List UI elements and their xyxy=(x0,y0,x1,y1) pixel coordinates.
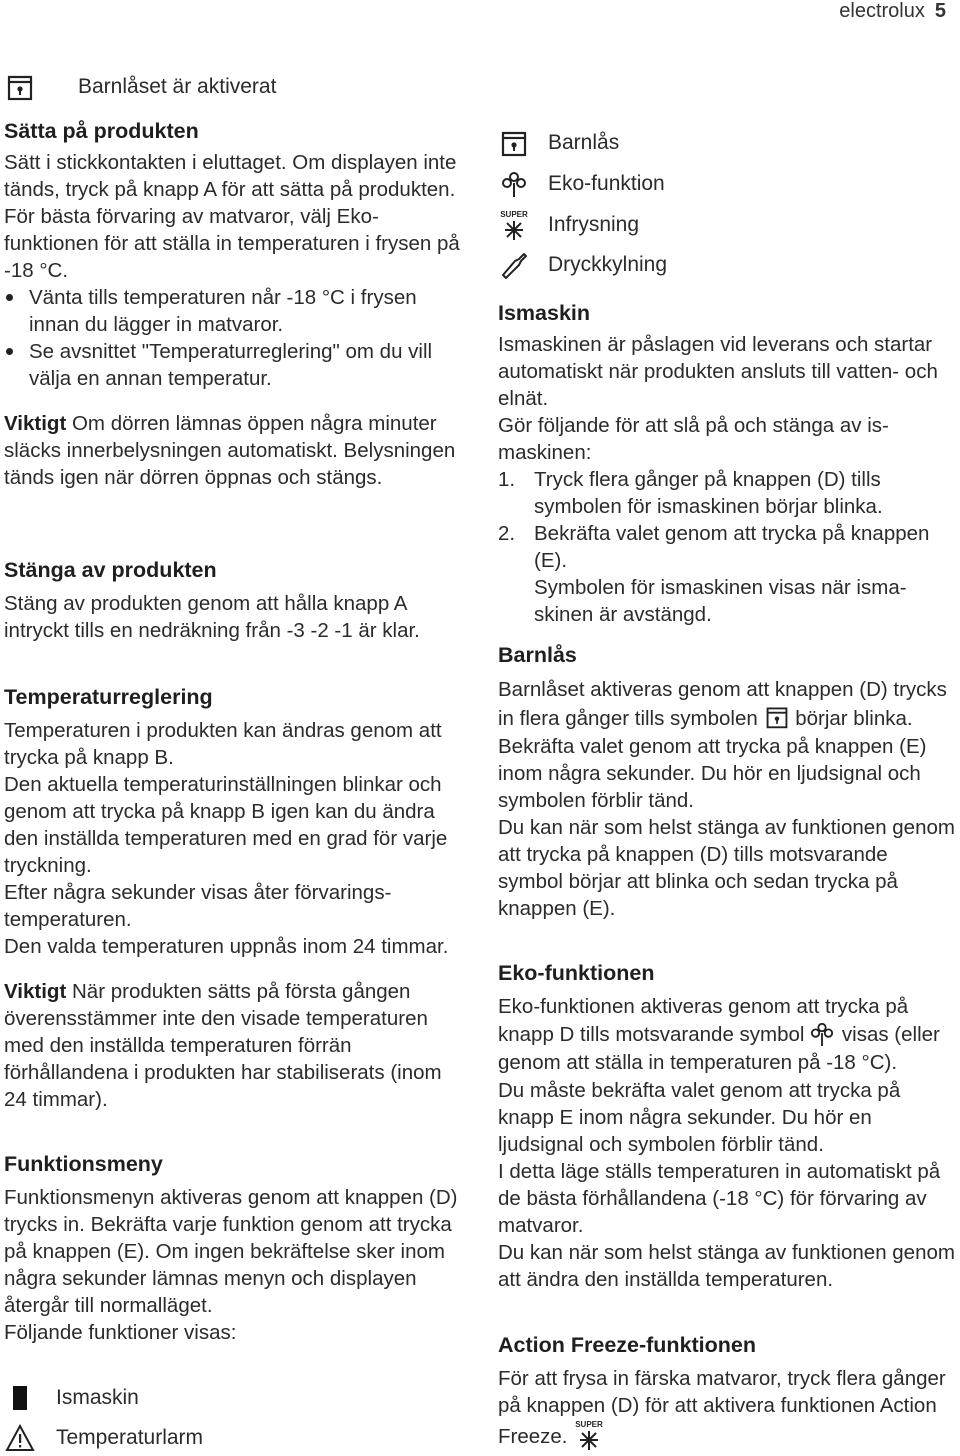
warning-icon xyxy=(4,1423,36,1453)
brand-name: electrolux xyxy=(839,0,925,22)
section-title: Eko-funktionen xyxy=(498,961,655,985)
section-function-menu xyxy=(4,1151,466,1346)
bullet-icon xyxy=(6,294,13,301)
paragraph: Du kan när som helst stänga av funktionen genom att ändra den inställda temperaturen. xyxy=(498,1241,955,1291)
paragraph: Ismaskinen är påslagen vid leverans och startar automatiskt när produkten ansluts till vatten- och elnät. xyxy=(498,333,938,410)
section-turn-off xyxy=(4,557,466,644)
section-title: Sätta på produkten xyxy=(4,119,199,143)
child-lock-icon xyxy=(764,705,790,729)
section-title: Stänga av produkten xyxy=(4,558,217,582)
ice-maker-icon xyxy=(4,1383,36,1413)
child-lock-icon xyxy=(498,128,530,158)
function-item-eco: Eko-funktion xyxy=(498,169,665,199)
paragraph: Stäng av produkten genom att hålla knapp A intryckt tills en nedräkning från -3 -2 -1 är klar. xyxy=(4,592,420,642)
function-item-childlock: Barnlås xyxy=(498,128,619,158)
paragraph: Du måste bekräfta valet genom att trycka på knapp E inom några sekunder. Du hör en ljudsignal och symbolen förblir tänd. xyxy=(498,1079,901,1156)
child-lock-icon xyxy=(4,72,36,102)
bottle-icon xyxy=(498,250,530,280)
section-title: Temperaturreglering xyxy=(4,685,213,709)
paragraph: Efter några sekunder visas åter förvaringstemperaturen. xyxy=(4,881,392,931)
svg-text:SUPER: SUPER xyxy=(575,1420,603,1429)
paragraph: Den valda temperaturen uppnås inom 24 timmar. xyxy=(4,935,449,958)
page-header xyxy=(839,0,946,26)
paragraph: Den aktuella temperaturinställningen blinkar och genom att trycka på knapp B igen kan du ändra den inställda temperaturen med en grad för varje tryckning. xyxy=(4,773,448,877)
section-childlock xyxy=(498,642,958,922)
section-turn-on xyxy=(4,118,466,491)
function-item-freeze: SUPER Infrysning xyxy=(498,210,639,240)
list-item: Se avsnittet "Temperaturreglering" om du vill välja en annan temperatur. xyxy=(4,338,466,392)
paragraph: Funktionsmenyn aktiveras genom att knappen (D) trycks in. Bekräfta varje funktion genom att trycka på knappen (E). Om ingen bekräftelse sker inom några sekunder lämnas menyn och displayen återgår till normalläget. xyxy=(4,1186,458,1317)
lock-status-row xyxy=(4,72,276,102)
function-item-temp-alarm: Temperaturlarm xyxy=(4,1423,203,1453)
paragraph: Följande funktioner visas: xyxy=(4,1321,237,1344)
paragraph: Bekräfta valet genom att trycka på knappen (E) inom några sekunder. Du hör en ljudsignal och symbolen förblir tänd. xyxy=(498,735,927,812)
list-item: 2. Bekräfta valet genom att trycka på knappen (E). Symbolen för ismaskinen visas när ismaskinen är avstängd. xyxy=(498,522,930,626)
list-item: Vänta tills temperaturen når -18 °C i frysen innan du lägger in matvaror. xyxy=(4,284,466,338)
section-title: Action Freeze-funktionen xyxy=(498,1333,757,1357)
section-eco xyxy=(498,960,958,1293)
section-action-freeze xyxy=(498,1332,958,1450)
page-number: 5 xyxy=(934,0,946,22)
paragraph: Temperaturen i produkten kan ändras genom att trycka på knapp B. xyxy=(4,719,442,769)
section-title: Ismaskin xyxy=(498,301,591,325)
section-title: Funktionsmeny xyxy=(4,1152,163,1176)
list-item: 1. Tryck flera gånger på knappen (D) tills symbolen för ismaskinen börjar blinka. xyxy=(498,468,883,518)
paragraph: Sätt i stickkontakten i eluttaget. Om displayen inte tänds, tryck på knapp A för att sätta på produkten. För bästa förvaring av matvaror, välj Ekofunktionen för att ställa in temperaturen i frysen på -18 °C. xyxy=(4,151,460,282)
section-icemaker xyxy=(498,300,958,628)
function-item-icemaker: Ismaskin xyxy=(4,1383,139,1413)
paragraph: Eko-funktionen aktiveras genom att trycka på knapp D tills motsvarande symbol visas (eller genom att ställa in temperaturen på -18 °C). xyxy=(498,995,940,1074)
eco-icon xyxy=(498,169,530,199)
lock-status-text: Barnlåset är aktiverat xyxy=(78,75,277,98)
important-note: Viktigt Om dörren lämnas öppen några minuter släcks innerbelysningen automatiskt. Belysningen tänds igen när dörren öppnas och stängs. xyxy=(4,412,456,489)
paragraph: Barnlåset aktiveras genom att knappen (D) trycks in flera gånger tills symbolen börjar blinka. xyxy=(498,678,947,730)
numbered-list xyxy=(498,466,958,628)
important-note: Viktigt När produkten sätts på första gången överensstämmer inte den visade temperaturen med den inställda temperaturen förrän förhållandena i produkten har stabiliserats (inom 24 timmar). xyxy=(4,980,442,1111)
paragraph: I detta läge ställs temperaturen in automatiskt på de bästa förhållandena (-18 °C) för förvaring av matvaror. xyxy=(498,1160,941,1237)
super-freeze-icon xyxy=(498,210,530,240)
section-temperature xyxy=(4,684,466,1113)
super-freeze-icon xyxy=(573,1419,605,1449)
svg-text:SUPER: SUPER xyxy=(500,210,528,219)
paragraph: Du kan när som helst stänga av funktionen genom att trycka på knappen (D) tills motsvarande symbol börjar att blinka och sedan trycka på knappen (E). xyxy=(498,816,955,920)
bullet-icon xyxy=(6,348,13,355)
section-title: Barnlås xyxy=(498,643,577,667)
bullet-list xyxy=(4,284,466,392)
eco-icon xyxy=(810,1021,836,1045)
paragraph: Gör följande för att slå på och stänga av ismaskinen: xyxy=(498,414,889,464)
function-item-drinks-chill: Dryckkylning xyxy=(498,250,667,280)
paragraph: För att frysa in färska matvaror, tryck flera gånger på knappen (D) för att aktivera funktionen Action Freeze. SUPER xyxy=(498,1367,946,1448)
